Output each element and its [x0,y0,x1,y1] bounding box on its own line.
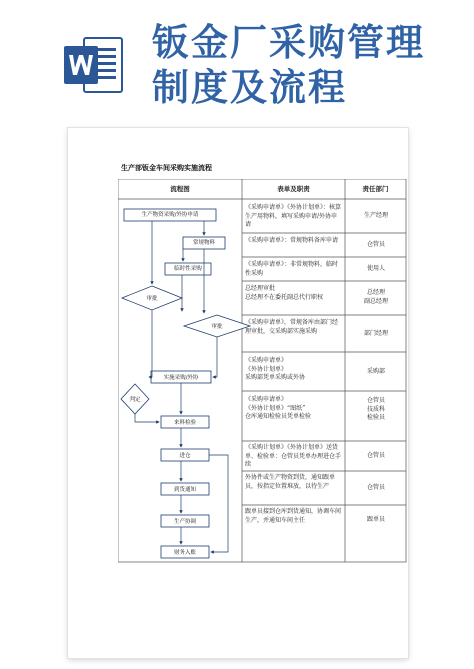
flow-approve-2: 审批 [211,324,223,330]
row-6-department: 采购部 [366,368,385,375]
row-8-department: 仓管员 [366,452,385,459]
row-4-department: 总经理 副总经理 [363,289,388,305]
header-flowchart: 流程图 [170,185,190,193]
row-6-duty: 《采购申请单》 《外协计划单》 采购部凭单采购或外协 [245,357,306,381]
flow-finance-entry: 财务入账 [173,550,196,556]
flow-production-coordination: 生产协调 [173,519,196,525]
row-3-department: 使用人 [366,265,385,272]
flow-regular-material: 常规物料 [192,240,215,246]
row-5-department: 部门经理 [363,330,388,337]
row-1-duty: 《采购申请单》《外协计划单》：核算生产用物料，填写采购申请/外协申请 [245,204,342,228]
flow-judge: 判定 [129,397,141,403]
document-caption: 生产部钣金车间采购实施流程 [121,163,212,172]
word-icon [62,34,124,96]
row-3-duty: 《采购申请单》：非常规物料，临时性采购 [245,261,339,277]
row-8-duty: 《采购计划单》《外协计划单》送货单、检验单：仓管员凭单办理进仓手续 [245,444,342,468]
row-2-department: 仓管员 [366,241,385,248]
header-forms-duties: 表单及职责 [277,185,310,193]
flow-warehouse: 进仓 [179,453,191,459]
row-9-duty: 外协件或生产物资到货，通知跟单员，按指定位置堆放，以待生产 [245,474,336,490]
row-7-duty: 《采购申请单》 《外协计划单》“图纸” 仓库通知检验员凭单检验 [245,396,312,420]
flow-implement: 实施采购/外协 [163,375,199,381]
flow-apply: 生产物资采购/外协申请 [141,212,199,218]
page-title: 钣金厂采购管理制度及流程 [152,21,425,109]
row-5-duty: 《采购申请单》，常规备库由部门经理审批，交采购部实施采购 [245,319,339,335]
row-9-department: 仓管员 [366,484,385,491]
row-7-department: 仓管员 技质科 检验员 [366,397,385,421]
row-10-duty: 跟单员接到仓库到货通知，协调车间生产，并通知车间主任 [245,508,342,524]
flow-temporary-purchase: 临时性采购 [174,266,202,272]
row-10-department: 跟单员 [366,516,385,523]
row-1-department: 生产经理 [363,212,388,219]
header-department: 责任部门 [362,185,389,193]
flow-approve-1: 审批 [146,296,158,302]
flow-arrival-notice: 到货通知 [173,487,196,493]
row-4-duty: 总经理审批 总经理不在委托副总代行职权 [245,285,324,301]
row-2-duty: 《采购申请单》：常规物料备库申请 [245,237,339,244]
flow-inspect: 来料检验 [173,420,196,426]
